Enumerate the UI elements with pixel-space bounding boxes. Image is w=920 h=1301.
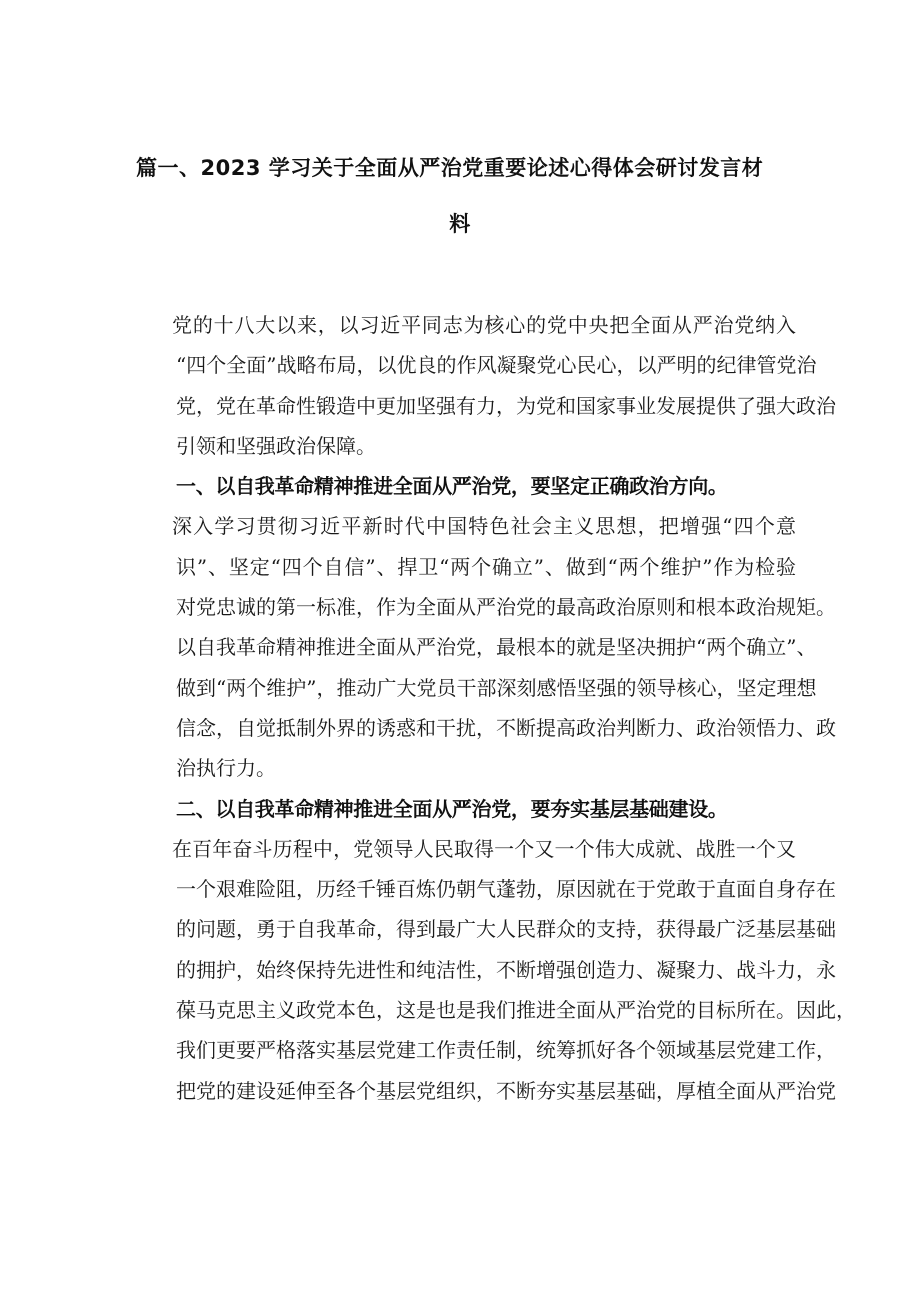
paragraph-line: 葆马克思主义政党本色，这是也是我们推进全面从严治党的目标所在。因此，	[176, 998, 856, 1023]
paragraph-line: 的问题，勇于自我革命，得到最广大人民群众的支持，获得最广泛基层基础	[176, 917, 836, 942]
document-title-line-2: 料	[449, 212, 471, 236]
paragraph-line: 引领和坚强政治保障。	[176, 433, 376, 458]
paragraph-line: 在百年奋斗历程中，党领导人民取得一个又一个伟大成就、战胜一个又	[172, 836, 796, 861]
document-title-line-1: 篇一、2023 学习关于全面从严治党重要论述心得体会研讨发言材	[136, 156, 764, 180]
paragraph-line: 把党的建设延伸至各个基层党组织，不断夯实基层基础，厚植全面从严治党	[176, 1078, 836, 1103]
paragraph-section-2	[136, 829, 856, 1111]
document-body	[136, 305, 856, 1111]
paragraph-line: 的拥护，始终保持先进性和纯洁性，不断增强创造力、凝聚力、战斗力，永	[176, 957, 836, 982]
paragraph-line: 治执行力。	[176, 756, 276, 781]
paragraph-line: 我们更要严格落实基层党建工作责任制，统筹抓好各个领域基层党建工作，	[176, 1038, 836, 1063]
paragraph-line: 信念，自觉抵制外界的诱惑和干扰，不断提高政治判断力、政治领悟力、政	[176, 715, 836, 740]
paragraph-intro	[136, 305, 836, 466]
paragraph-line: 对党忠诚的第一标准，作为全面从严治党的最高政治原则和根本政治规矩。	[176, 595, 836, 620]
section-heading-2: 二、以自我革命精神推进全面从严治党，要夯实基层基础建设。	[176, 796, 728, 821]
paragraph-line: “四个全面”战略布局，以优良的作风凝聚党心民心，以严明的纪律管党治	[176, 353, 817, 378]
paragraph-line: 以自我革命精神推进全面从严治党，最根本的就是坚决拥护“两个确立”、	[176, 635, 817, 660]
paragraph-section-1	[136, 506, 836, 788]
paragraph-line: 党，党在革命性锻造中更加坚强有力，为党和国家事业发展提供了强大政治	[176, 393, 836, 418]
paragraph-line: 识”、坚定“四个自信”、捍卫“两个确立”、做到“两个维护”作为检验	[176, 554, 796, 579]
paragraph-line: 党的十八大以来，以习近平同志为核心的党中央把全面从严治党纳入	[172, 313, 796, 337]
section-heading-1: 一、以自我革命精神推进全面从严治党，要坚定正确政治方向。	[176, 474, 728, 499]
paragraph-line: 做到“两个维护”，推动广大党员干部深刻感悟坚强的领导核心，坚定理想	[176, 675, 817, 700]
paragraph-line: 一个艰难险阻，历经千锤百炼仍朝气蓬勃，原因就在于党敢于直面自身存在	[176, 877, 836, 902]
paragraph-line: 深入学习贯彻习近平新时代中国特色社会主义思想，把增强“四个意	[172, 514, 796, 539]
